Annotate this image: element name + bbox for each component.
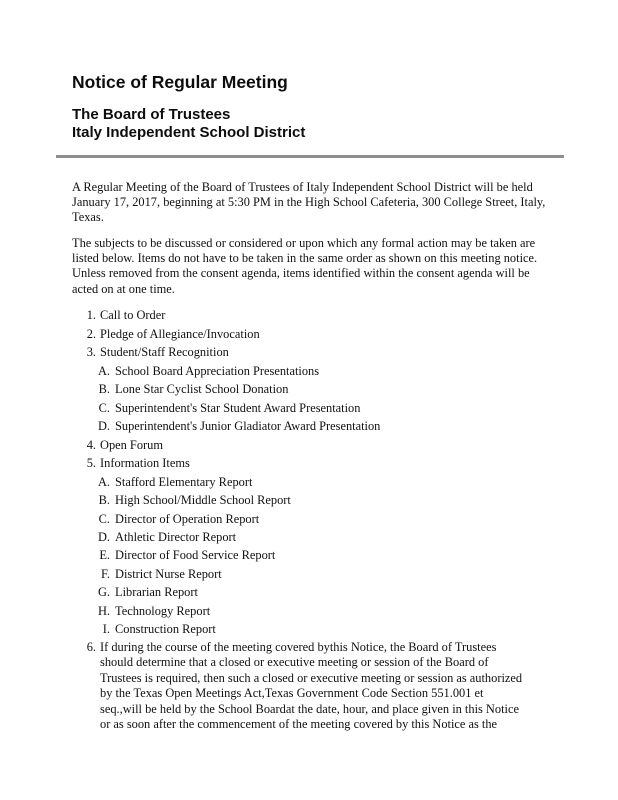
horizontal-divider	[56, 155, 564, 158]
item-letter: A.	[97, 475, 110, 489]
item-text: Librarian Report	[115, 585, 198, 599]
item-text: Student/Staff Recognition	[100, 345, 229, 359]
item-letter: B.	[98, 493, 110, 507]
item-number: 2.	[86, 327, 96, 341]
item-text: Information Items	[100, 456, 190, 470]
agenda-item-6	[100, 640, 523, 732]
item-letter: D.	[97, 530, 110, 544]
item-6-line: seq.,will be held by the School Boardat the date, hour, and place given in this Notice	[100, 701, 519, 716]
item-letter: D.	[97, 419, 110, 433]
item-letter: F.	[101, 567, 110, 581]
item-text: School Board Appreciation Presentations	[115, 364, 320, 378]
item-text: Superintendent's Star Student Award Presentation	[115, 401, 361, 415]
subjects-line: Unless removed from the consent agenda, items identified within the consent agenda will be	[72, 266, 530, 281]
item-text: High School/Middle School Report	[115, 493, 291, 507]
item-text: Director of Operation Report	[115, 512, 260, 526]
item-text: Technology Report	[115, 604, 211, 618]
item-6-line: Trustees is required, then such a closed or executive meeting or session as authorized	[100, 670, 523, 685]
item-number: 4.	[86, 438, 96, 452]
item-number: 5.	[86, 456, 96, 470]
item-text: Stafford Elementary Report	[115, 475, 253, 489]
board-heading	[72, 106, 305, 142]
intro-line: A Regular Meeting of the Board of Trustees of Italy Independent School District will be held	[72, 180, 533, 194]
board-heading-line2: Italy Independent School District	[72, 124, 306, 141]
intro-line: January 17, 2017, beginning at 5:30 PM in the High School Cafeteria, 300 College Street, Italy,	[72, 195, 546, 210]
intro-paragraph	[72, 180, 552, 226]
item-6-line: by the Texas Open Meetings Act,Texas Government Code Section 551.001 et	[100, 686, 484, 701]
subjects-line: listed below. Items do not have to be taken in the same order as shown on this meeting notice.	[72, 251, 538, 266]
item-6-line: should determine that a closed or executive meeting or session of the Board of	[100, 655, 489, 670]
subjects-line: The subjects to be discussed or considered or upon which any formal action may be taken are	[72, 236, 536, 250]
item-letter: I.	[102, 622, 110, 636]
item-letter: C.	[98, 401, 110, 415]
item-letter: G.	[97, 585, 110, 599]
item-letter: E.	[99, 548, 110, 562]
subjects-line: acted on at one time.	[72, 281, 175, 296]
item-text: Call to Order	[100, 308, 166, 322]
item-letter: A.	[97, 364, 110, 378]
item-letter: B.	[98, 382, 110, 396]
item-6-line: If during the course of the meeting covered bythis Notice, the Board of Trustees	[100, 640, 497, 654]
item-text: Athletic Director Report	[115, 530, 237, 544]
item-number: 6.	[86, 640, 96, 654]
item-6-line: or as soon after the commencement of the meeting covered by this Notice as the	[100, 717, 498, 732]
item-text: Pledge of Allegiance/Invocation	[100, 327, 260, 341]
subjects-paragraph	[72, 236, 552, 297]
item-text: Director of Food Service Report	[115, 548, 276, 562]
item-text: District Nurse Report	[115, 567, 222, 581]
item-letter: H.	[97, 604, 110, 618]
item-number: 3.	[86, 345, 96, 359]
item-text: Construction Report	[115, 622, 216, 636]
item-text: Superintendent's Junior Gladiator Award Presentation	[115, 419, 381, 433]
notice-title: Notice of Regular Meeting	[72, 72, 288, 92]
item-text: Open Forum	[100, 438, 163, 452]
board-heading-line1: The Board of Trustees	[72, 106, 231, 123]
item-number: 1.	[86, 308, 96, 322]
item-letter: C.	[98, 512, 110, 526]
intro-line: Texas.	[72, 210, 104, 225]
item-text: Lone Star Cyclist School Donation	[115, 382, 289, 396]
